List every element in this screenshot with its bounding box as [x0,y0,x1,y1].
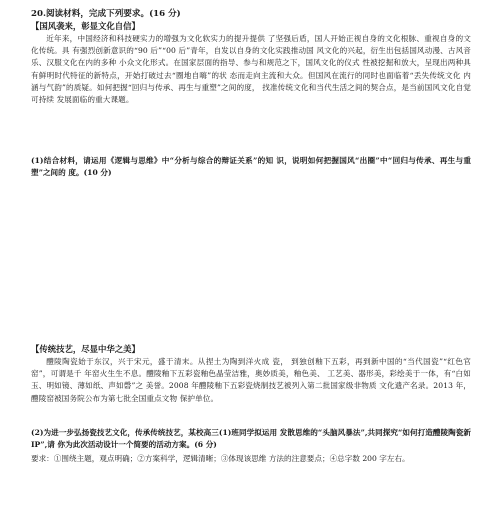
section-heading-guofeng: 【国风袭来，彰显文化自信】 [31,21,140,31]
section-guofeng-body [31,33,471,106]
material-paragraph-guofeng: 近年来，中国经济和科技硬实力的增强为文化软实力的提升提供 了坚强后盾，国人开始正视自身的文化根脉、重视自身的文化传统。具 有强烈创新意识的“90 后”“00 后”青年，自发以自身的文化实践推动国 风文化的兴起，衍生出包括国风动漫、古风音乐、汉服文化在内的多种 小众文化形式。在国家层面的指导、参与和规范之下，国风文化的仪式 性被挖掘和放大，呈现出两种具有鲜明时代特征的新特点，开始打破过去“圈地自嗨”的状 态而走向主流和大众。但国风在流行的同时也面临着“丢失传统文化 内涵与气韵”的质疑。如何把握“回归与传承、再生与重塑”之间的度， 找准传统文化和当代生活之间的契合点，是当前国风文化自觉可持续 发展面临的重大课题。 [31,34,471,105]
section-heading-craft: 【传统技艺，尽显中华之美】 [31,344,140,354]
subquestion-2-block [31,427,471,451]
subquestion-1: (1)结合材料，请运用《逻辑与思维》中“分析与综合的辩证关系”的知 识，说明如何把握国风“出圈”中“回归与传承、再生与重塑”之间的 度。(10 分) [31,156,471,178]
answer-requirements: 要求：①围绕主题，观点明确；②方案科学，逻辑清晰；③体现该思维 方法的注意要点；④总字数 200 字左右。 [31,454,410,463]
section-craft-body [31,356,471,405]
question-title: 20.阅读材料，完成下列要求。(16 分) [31,9,181,19]
subquestion-1-block [31,155,471,179]
subquestion-2: (2)为进一步弘扬瓷技艺文化，传承传统技艺，某校高三(1)班同学拟运用 发散思维的“头脑风暴法”,共同探究“如何打造醴陵陶瓷新 IP”,请 你为此次活动设计一个简要的活动方案。(6 分) [31,428,471,450]
requirement-block [31,453,471,465]
material-paragraph-liling-porcelain: 醴陵陶瓷始于东汉，兴于宋元，盛于清末。从捏土为陶到洋火成 瓷， 到独创釉下五彩，再到新中国的“当代国瓷”“红色官窑”，可谓是千 年窑火生生不息。醴陵釉下五彩瓷釉色晶莹洁雅，奥妙质美，釉色美、 工艺美、器形美，彩绘美于一体，有“白如玉、明如镜、薄如纸、声如磬”之 美誉。2008 年醴陵釉下五彩瓷烧制技艺被列入第二批国家级非物质 文化遗产名录。2013 年，醴陵窑被国务院公布为第七批全国重点文物 保护单位。 [31,357,471,403]
